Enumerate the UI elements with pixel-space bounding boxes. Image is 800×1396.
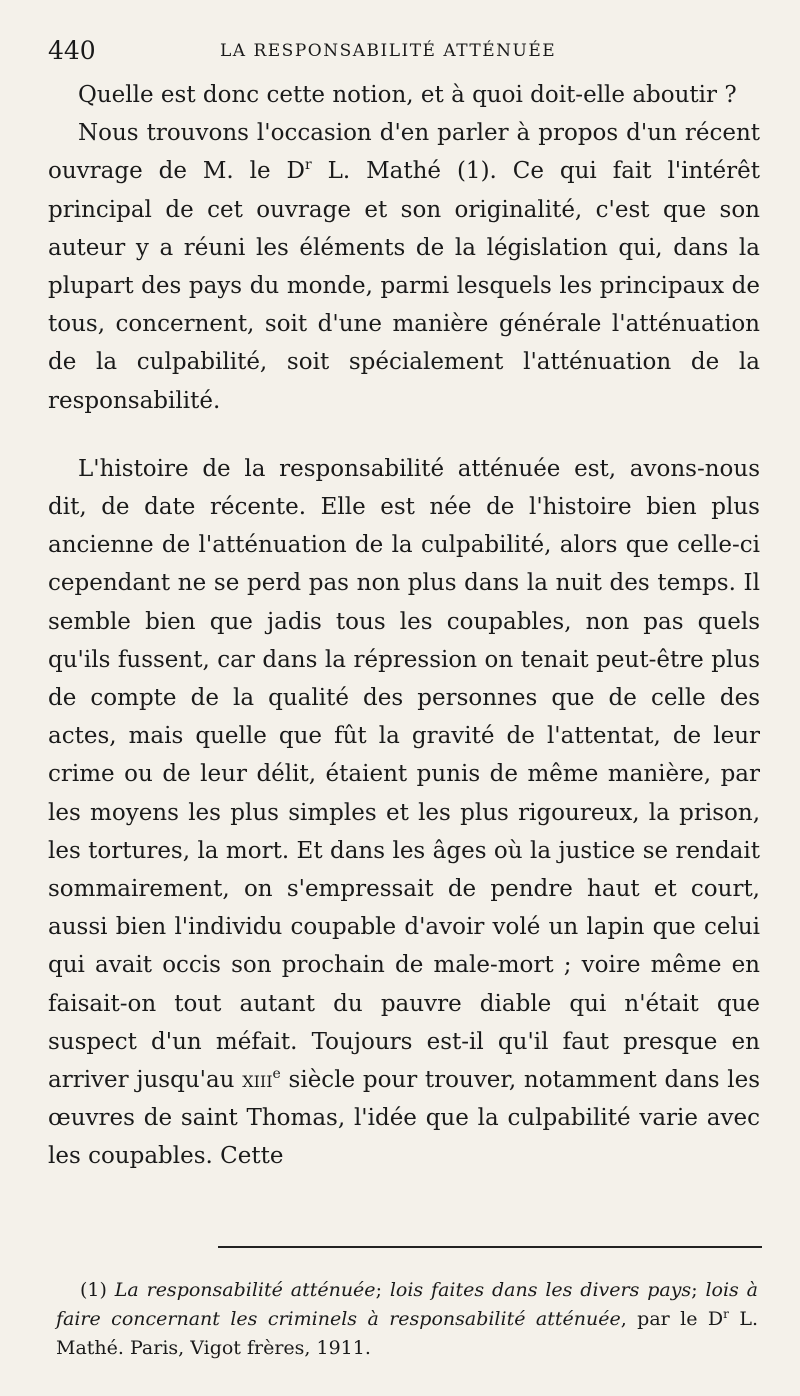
paragraph-2-text-a: Nous trouvons l'occasion d'en parler à propos d'un récent ouvrage de M. le D [48,120,760,185]
footnote-publisher: L. Mathé. Paris, Vigot frères, 1911. [56,1308,758,1359]
paragraph-3-text-a: L'histoire de la responsabilité atténuée est, avons-nous dit, de date récente. Elle est née de l'histoire bien plus ancienne de l'atténuation de la culpabilité, alors que celle-ci cependant ne se perd pas non plus dans la nuit des temps. Il semble bien que jadis tous les coupables, non pas quels qu'ils fussent, car dans la répression on tenait peut-être plus de compte de la qualité des personnes que de celle des actes, mais quelle que fût la gravité de l'attentat, de leur crime ou de leur délit, étaient punis de même manière, par les moyens les plus simples et les plus rigoureux, la prison, les tortures, la mort. Et dans les âges où la justice se rendait sommairement, on s'empressait de pendre haut et court, aussi bien l'individu coupable d'avoir volé un lapin que celui qui avait occis son prochain de male-mort ; voire même en faisait-on tout autant du pauvre diable qui n'était que suspect d'un méfait. Toujours est-il qu'il faut presque en arriver jusqu'au [48,455,760,1094]
footnote-title-1: La responsabilité atténuée [114,1279,376,1301]
footnote-superscript: r [723,1307,729,1321]
paragraph-3-text-b: siècle pour trouver, notamment dans les œuvres de saint Thomas, l'idée que la culpabilité varie avec les coupables. Cette [48,1067,760,1170]
paragraph-2 [48,114,760,420]
footnote-title-3: lois à faire concernant les criminels à responsabilité atténuée [56,1279,759,1330]
page-number: 440 [48,36,96,65]
footnote [56,1276,758,1363]
paragraph-2-text-b: L. Mathé (1). Ce qui fait l'intérêt principal de cet ouvrage et son originalité, c'est que son auteur y a réuni les éléments de la législation qui, dans la plupart des pays du monde, parmi lesquels les principaux de tous, concernent, soit d'une manière générale l'atténuation de la culpabilité, soit spécialement l'atténuation de la responsabilité. [48,158,761,414]
footnote-by: , par le D [620,1308,724,1330]
paragraph-1-text: Quelle est donc cette notion, et à quoi doit-elle aboutir ? [78,82,737,108]
footnote-separator-1: ; [375,1279,390,1301]
century-numeral: xiii [242,1067,273,1094]
paragraph-2-superscript: r [304,157,312,174]
body-text [48,76,760,1176]
footnote-separator [218,1246,762,1248]
century-superscript: e [272,1066,281,1083]
footnote-title-2: lois faites dans les divers pays [389,1279,692,1301]
page-header [48,34,760,68]
paragraph-1 [48,76,760,114]
paragraph-gap [48,420,760,450]
paragraph-3 [48,450,760,1176]
footnote-separator-2: ; [691,1279,706,1301]
footnote-marker: (1) [80,1279,107,1301]
running-title: LA RESPONSABILITÉ ATTÉNUÉE [220,41,557,61]
